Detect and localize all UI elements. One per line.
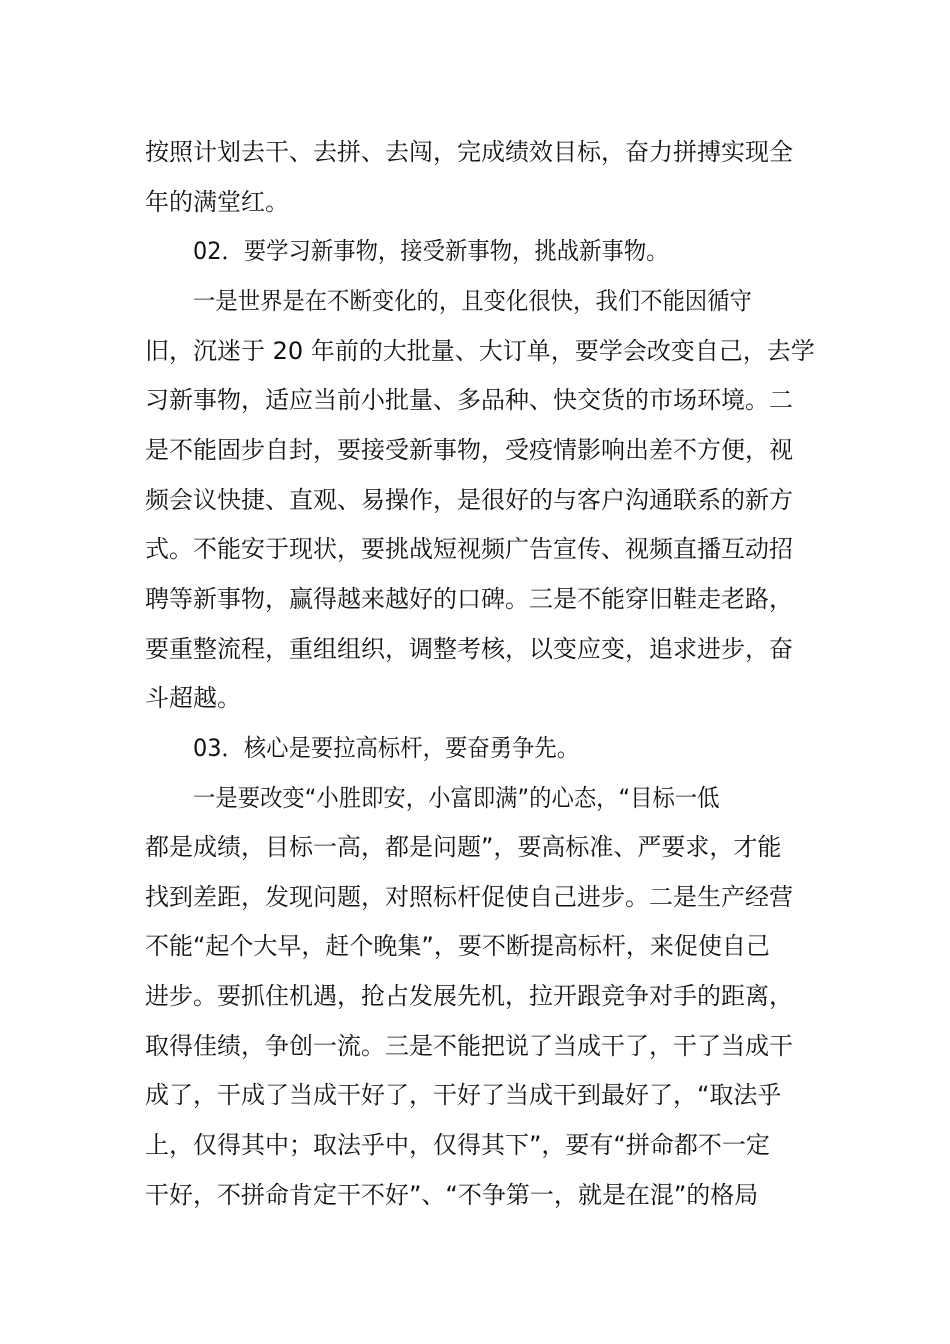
text-line: 按照计划去干、去拼、去闯，完成绩效目标，奋力拼搏实现全 — [145, 138, 793, 166]
text-line: 找到差距，发现问题，对照标杆促使自己进步。二是生产经营 — [145, 883, 793, 911]
text-line: 干好，不拼命肯定干不好”、“不争第一，就是在混”的格局 — [145, 1181, 759, 1209]
text-line: 上，仅得其中；取法乎中，仅得其下”，要有“拼命都不一定 — [145, 1131, 770, 1159]
text-line: 要重整流程，重组组织，调整考核，以变应变，追求进步，奋 — [145, 635, 793, 663]
text-line: 年的满堂红。 — [145, 188, 289, 216]
text-line: 式。不能安于现状，要挑战短视频广告宣传、视频直播互动招 — [145, 535, 793, 563]
text-line: 旧，沉迷于 20 年前的大批量、大订单，要学会改变自己，去学 — [145, 337, 815, 365]
text-line: 成了，干成了当成干好了，干好了当成干到最好了，“取法乎 — [145, 1081, 782, 1109]
text-line: 一是世界是在不断变化的，且变化很快，我们不能因循守 — [193, 287, 752, 315]
text-line: 取得佳绩，争创一流。三是不能把说了当成干了，干了当成干 — [145, 1032, 793, 1060]
text-line: 聘等新事物，赢得越来越好的口碑。三是不能穿旧鞋走老路， — [145, 585, 793, 613]
text-line: 一是要改变“小胜即安，小富即满”的心态，“目标一低 — [193, 784, 720, 812]
section-heading: 03．核心是要拉高标杆，要奋勇争先。 — [193, 734, 580, 762]
text-line: 频会议快捷、直观、易操作，是很好的与客户沟通联系的新方 — [145, 486, 793, 514]
text-line: 都是成绩，目标一高，都是问题”，要高标准、严要求，才能 — [145, 833, 782, 861]
text-line: 习新事物，适应当前小批量、多品种、快交货的市场环境。二 — [145, 386, 793, 414]
text-line: 是不能固步自封，要接受新事物，受疫情影响出差不方便，视 — [145, 436, 793, 464]
text-line: 进步。要抓住机遇，抢占发展先机，拉开跟竞争对手的距离， — [145, 982, 793, 1010]
text-line: 斗超越。 — [145, 684, 241, 712]
section-heading: 02．要学习新事物，接受新事物，挑战新事物。 — [193, 237, 669, 265]
text-line: 不能“起个大早，赶个晚集”，要不断提高标杆，来促使自己 — [145, 932, 770, 960]
